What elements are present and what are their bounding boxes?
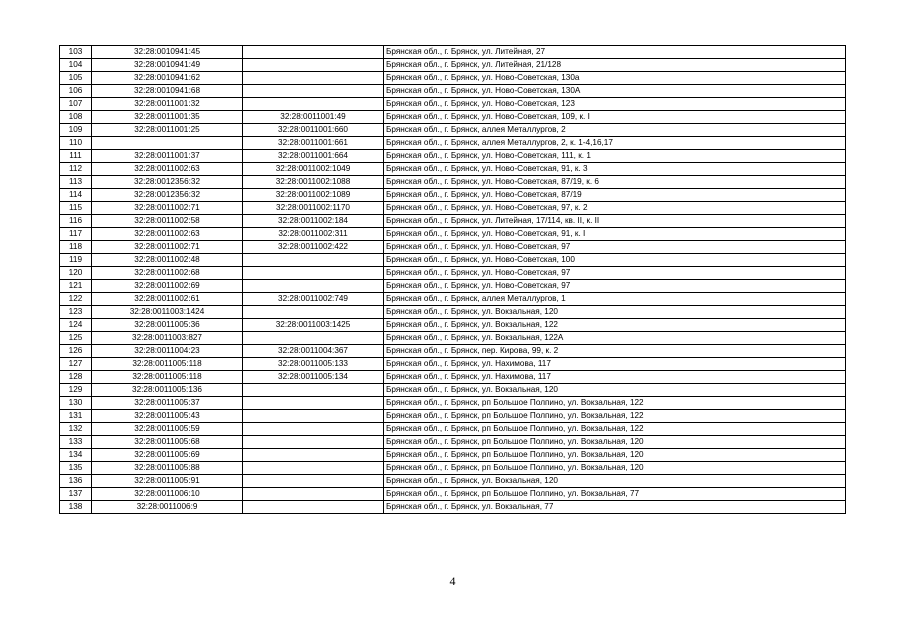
cadastral-number-cell: 32:28:0010941:45: [92, 46, 243, 59]
cadastral-number-cell: 32:28:0011003:827: [92, 332, 243, 345]
cadastral-number-cell: 32:28:0011005:88: [92, 462, 243, 475]
building-cadastral-number-cell: 32:28:0011002:1049: [243, 163, 384, 176]
table-row: [60, 124, 846, 137]
address-cell: Брянская обл., г. Брянск, ул. Ново-Советская, 91, к. I: [384, 228, 846, 241]
building-cadastral-number-cell: [243, 72, 384, 85]
cadastral-number-cell: 32:28:0011005:37: [92, 397, 243, 410]
cadastral-number-cell: 32:28:0011005:118: [92, 371, 243, 384]
building-cadastral-number-cell: [243, 46, 384, 59]
table-row: [60, 280, 846, 293]
building-cadastral-number-cell: 32:28:0011002:1089: [243, 189, 384, 202]
row-number-cell: 132: [60, 423, 92, 436]
table-row: [60, 345, 846, 358]
building-cadastral-number-cell: [243, 306, 384, 319]
table-row: [60, 462, 846, 475]
address-cell: Брянская обл., г. Брянск, ул. Ново-Советская, 109, к. I: [384, 111, 846, 124]
building-cadastral-number-cell: [243, 85, 384, 98]
building-cadastral-number-cell: 32:28:0011005:133: [243, 358, 384, 371]
cadastral-number-cell: 32:28:0012356:32: [92, 176, 243, 189]
address-cell: Брянская обл., г. Брянск, ул. Вокзальная, 122А: [384, 332, 846, 345]
address-cell: Брянская обл., г. Брянск, ул. Ново-Советская, 97: [384, 241, 846, 254]
building-cadastral-number-cell: 32:28:0011002:749: [243, 293, 384, 306]
table-row: [60, 72, 846, 85]
building-cadastral-number-cell: 32:28:0011003:1425: [243, 319, 384, 332]
cadastral-number-cell: 32:28:0011002:58: [92, 215, 243, 228]
address-cell: Брянская обл., г. Брянск, рп Большое Полпино, ул. Вокзальная, 122: [384, 423, 846, 436]
building-cadastral-number-cell: [243, 462, 384, 475]
address-cell: Брянская обл., г. Брянск, рп Большое Полпино, ул. Вокзальная, 77: [384, 488, 846, 501]
address-cell: Брянская обл., г. Брянск, ул. Ново-Советская, 111, к. 1: [384, 150, 846, 163]
row-number-cell: 115: [60, 202, 92, 215]
address-cell: Брянская обл., г. Брянск, ул. Вокзальная, 122: [384, 319, 846, 332]
building-cadastral-number-cell: 32:28:0011005:134: [243, 371, 384, 384]
cadastral-number-cell: 32:28:0011002:48: [92, 254, 243, 267]
building-cadastral-number-cell: 32:28:0011001:49: [243, 111, 384, 124]
building-cadastral-number-cell: 32:28:0011002:1170: [243, 202, 384, 215]
building-cadastral-number-cell: [243, 98, 384, 111]
cadastral-number-cell: 32:28:0011003:1424: [92, 306, 243, 319]
building-cadastral-number-cell: 32:28:0011004:367: [243, 345, 384, 358]
table-row: [60, 215, 846, 228]
address-cell: Брянская обл., г. Брянск, ул. Нахимова, 117: [384, 371, 846, 384]
cadastral-number-cell: 32:28:0011002:63: [92, 228, 243, 241]
table-row: [60, 410, 846, 423]
cadastral-number-cell: 32:28:0011005:43: [92, 410, 243, 423]
building-cadastral-number-cell: [243, 449, 384, 462]
building-cadastral-number-cell: 32:28:0011001:664: [243, 150, 384, 163]
address-cell: Брянская обл., г. Брянск, ул. Ново-Советская, 97, к. 2: [384, 202, 846, 215]
address-cell: Брянская обл., г. Брянск, ул. Литейная, 17/114, кв. II, к. II: [384, 215, 846, 228]
table-row: [60, 202, 846, 215]
cadastral-number-cell: 32:28:0011002:68: [92, 267, 243, 280]
cadastral-number-cell: 32:28:0011005:59: [92, 423, 243, 436]
cadastral-number-cell: 32:28:0010941:68: [92, 85, 243, 98]
cadastral-number-cell: 32:28:0011006:9: [92, 501, 243, 514]
row-number-cell: 128: [60, 371, 92, 384]
address-cell: Брянская обл., г. Брянск, ул. Вокзальная, 77: [384, 501, 846, 514]
row-number-cell: 137: [60, 488, 92, 501]
table-body: [60, 46, 846, 514]
table-row: [60, 176, 846, 189]
address-cell: Брянская обл., г. Брянск, ул. Ново-Советская, 97: [384, 267, 846, 280]
table-row: [60, 111, 846, 124]
building-cadastral-number-cell: 32:28:0011002:422: [243, 241, 384, 254]
address-cell: Брянская обл., г. Брянск, ул. Ново-Советская, 87/19, к. 6: [384, 176, 846, 189]
cadastral-number-cell: 32:28:0011002:71: [92, 241, 243, 254]
table-row: [60, 306, 846, 319]
address-cell: Брянская обл., г. Брянск, ул. Вокзальная, 120: [384, 306, 846, 319]
building-cadastral-number-cell: 32:28:0011001:660: [243, 124, 384, 137]
table-row: [60, 189, 846, 202]
row-number-cell: 135: [60, 462, 92, 475]
building-cadastral-number-cell: 32:28:0011002:311: [243, 228, 384, 241]
table-row: [60, 85, 846, 98]
address-cell: Брянская обл., г. Брянск, аллея Металлургов, 1: [384, 293, 846, 306]
table-row: [60, 475, 846, 488]
building-cadastral-number-cell: [243, 423, 384, 436]
cadastral-number-cell: 32:28:0011004:23: [92, 345, 243, 358]
address-cell: Брянская обл., г. Брянск, ул. Ново-Советская, 130А: [384, 85, 846, 98]
building-cadastral-number-cell: [243, 410, 384, 423]
table-row: [60, 98, 846, 111]
address-cell: Брянская обл., г. Брянск, ул. Литейная, 27: [384, 46, 846, 59]
building-cadastral-number-cell: [243, 280, 384, 293]
cadastral-number-cell: 32:28:0011005:118: [92, 358, 243, 371]
table-row: [60, 150, 846, 163]
cadastral-number-cell: 32:28:0011005:91: [92, 475, 243, 488]
table-row: [60, 449, 846, 462]
row-number-cell: 106: [60, 85, 92, 98]
building-cadastral-number-cell: [243, 332, 384, 345]
row-number-cell: 110: [60, 137, 92, 150]
address-cell: Брянская обл., г. Брянск, рп Большое Полпино, ул. Вокзальная, 120: [384, 462, 846, 475]
cadastral-number-cell: 32:28:0011001:37: [92, 150, 243, 163]
row-number-cell: 111: [60, 150, 92, 163]
row-number-cell: 136: [60, 475, 92, 488]
row-number-cell: 133: [60, 436, 92, 449]
row-number-cell: 131: [60, 410, 92, 423]
building-cadastral-number-cell: 32:28:0011001:661: [243, 137, 384, 150]
table-row: [60, 241, 846, 254]
cadastral-number-cell: 32:28:0011002:61: [92, 293, 243, 306]
table-row: [60, 46, 846, 59]
row-number-cell: 124: [60, 319, 92, 332]
row-number-cell: 122: [60, 293, 92, 306]
address-cell: Брянская обл., г. Брянск, ул. Литейная, 21/128: [384, 59, 846, 72]
row-number-cell: 117: [60, 228, 92, 241]
address-cell: Брянская обл., г. Брянск, ул. Ново-Советская, 100: [384, 254, 846, 267]
table-row: [60, 423, 846, 436]
address-cell: Брянская обл., г. Брянск, пер. Кирова, 99, к. 2: [384, 345, 846, 358]
building-cadastral-number-cell: [243, 254, 384, 267]
building-cadastral-number-cell: 32:28:0011002:1088: [243, 176, 384, 189]
table-row: [60, 332, 846, 345]
table-row: [60, 397, 846, 410]
cadastral-number-cell: 32:28:0011005:69: [92, 449, 243, 462]
table-row: [60, 371, 846, 384]
row-number-cell: 118: [60, 241, 92, 254]
cadastral-number-cell: 32:28:0010941:49: [92, 59, 243, 72]
table-row: [60, 358, 846, 371]
address-cell: Брянская обл., г. Брянск, аллея Металлургов, 2: [384, 124, 846, 137]
address-cell: Брянская обл., г. Брянск, рп Большое Полпино, ул. Вокзальная, 120: [384, 436, 846, 449]
row-number-cell: 108: [60, 111, 92, 124]
building-cadastral-number-cell: [243, 267, 384, 280]
row-number-cell: 121: [60, 280, 92, 293]
cadastral-number-cell: [92, 137, 243, 150]
cadastral-number-cell: 32:28:0011005:36: [92, 319, 243, 332]
cadastral-table: [59, 45, 846, 514]
row-number-cell: 116: [60, 215, 92, 228]
row-number-cell: 113: [60, 176, 92, 189]
page-number: 4: [449, 574, 456, 588]
address-cell: Брянская обл., г. Брянск, ул. Ново-Советская, 130а: [384, 72, 846, 85]
address-cell: Брянская обл., г. Брянск, ул. Ново-Советская, 91, к. 3: [384, 163, 846, 176]
row-number-cell: 126: [60, 345, 92, 358]
cadastral-number-cell: 32:28:0011002:63: [92, 163, 243, 176]
cadastral-number-cell: 32:28:0011001:32: [92, 98, 243, 111]
row-number-cell: 123: [60, 306, 92, 319]
table-row: [60, 137, 846, 150]
cadastral-number-cell: 32:28:0011005:68: [92, 436, 243, 449]
row-number-cell: 119: [60, 254, 92, 267]
row-number-cell: 107: [60, 98, 92, 111]
address-cell: Брянская обл., г. Брянск, ул. Вокзальная, 120: [384, 384, 846, 397]
table-row: [60, 228, 846, 241]
address-cell: Брянская обл., г. Брянск, ул. Ново-Советская, 87/19: [384, 189, 846, 202]
cadastral-number-cell: 32:28:0011001:35: [92, 111, 243, 124]
row-number-cell: 134: [60, 449, 92, 462]
address-cell: Брянская обл., г. Брянск, рп Большое Полпино, ул. Вокзальная, 120: [384, 449, 846, 462]
building-cadastral-number-cell: [243, 59, 384, 72]
cadastral-number-cell: 32:28:0011002:69: [92, 280, 243, 293]
address-cell: Брянская обл., г. Брянск, рп Большое Полпино, ул. Вокзальная, 122: [384, 410, 846, 423]
row-number-cell: 127: [60, 358, 92, 371]
table-row: [60, 488, 846, 501]
cadastral-number-cell: 32:28:0011002:71: [92, 202, 243, 215]
cadastral-number-cell: 32:28:0011005:136: [92, 384, 243, 397]
row-number-cell: 129: [60, 384, 92, 397]
building-cadastral-number-cell: [243, 397, 384, 410]
table-row: [60, 436, 846, 449]
address-cell: Брянская обл., г. Брянск, аллея Металлургов, 2, к. 1-4,16,17: [384, 137, 846, 150]
address-cell: Брянская обл., г. Брянск, ул. Ново-Советская, 97: [384, 280, 846, 293]
row-number-cell: 138: [60, 501, 92, 514]
table-row: [60, 384, 846, 397]
row-number-cell: 103: [60, 46, 92, 59]
row-number-cell: 105: [60, 72, 92, 85]
cadastral-number-cell: 32:28:0011001:25: [92, 124, 243, 137]
table-row: [60, 254, 846, 267]
address-cell: Брянская обл., г. Брянск, ул. Ново-Советская, 123: [384, 98, 846, 111]
building-cadastral-number-cell: [243, 488, 384, 501]
table-row: [60, 293, 846, 306]
building-cadastral-number-cell: 32:28:0011002:184: [243, 215, 384, 228]
address-cell: Брянская обл., г. Брянск, рп Большое Полпино, ул. Вокзальная, 122: [384, 397, 846, 410]
row-number-cell: 120: [60, 267, 92, 280]
building-cadastral-number-cell: [243, 384, 384, 397]
address-cell: Брянская обл., г. Брянск, ул. Вокзальная, 120: [384, 475, 846, 488]
cadastral-number-cell: 32:28:0011006:10: [92, 488, 243, 501]
building-cadastral-number-cell: [243, 475, 384, 488]
cadastral-number-cell: 32:28:0012356:32: [92, 189, 243, 202]
table-row: [60, 319, 846, 332]
address-cell: Брянская обл., г. Брянск, ул. Нахимова, 117: [384, 358, 846, 371]
table-row: [60, 267, 846, 280]
table-row: [60, 501, 846, 514]
cadastral-number-cell: 32:28:0010941:62: [92, 72, 243, 85]
building-cadastral-number-cell: [243, 436, 384, 449]
row-number-cell: 112: [60, 163, 92, 176]
row-number-cell: 109: [60, 124, 92, 137]
row-number-cell: 125: [60, 332, 92, 345]
building-cadastral-number-cell: [243, 501, 384, 514]
table-row: [60, 163, 846, 176]
row-number-cell: 130: [60, 397, 92, 410]
row-number-cell: 114: [60, 189, 92, 202]
table-row: [60, 59, 846, 72]
row-number-cell: 104: [60, 59, 92, 72]
